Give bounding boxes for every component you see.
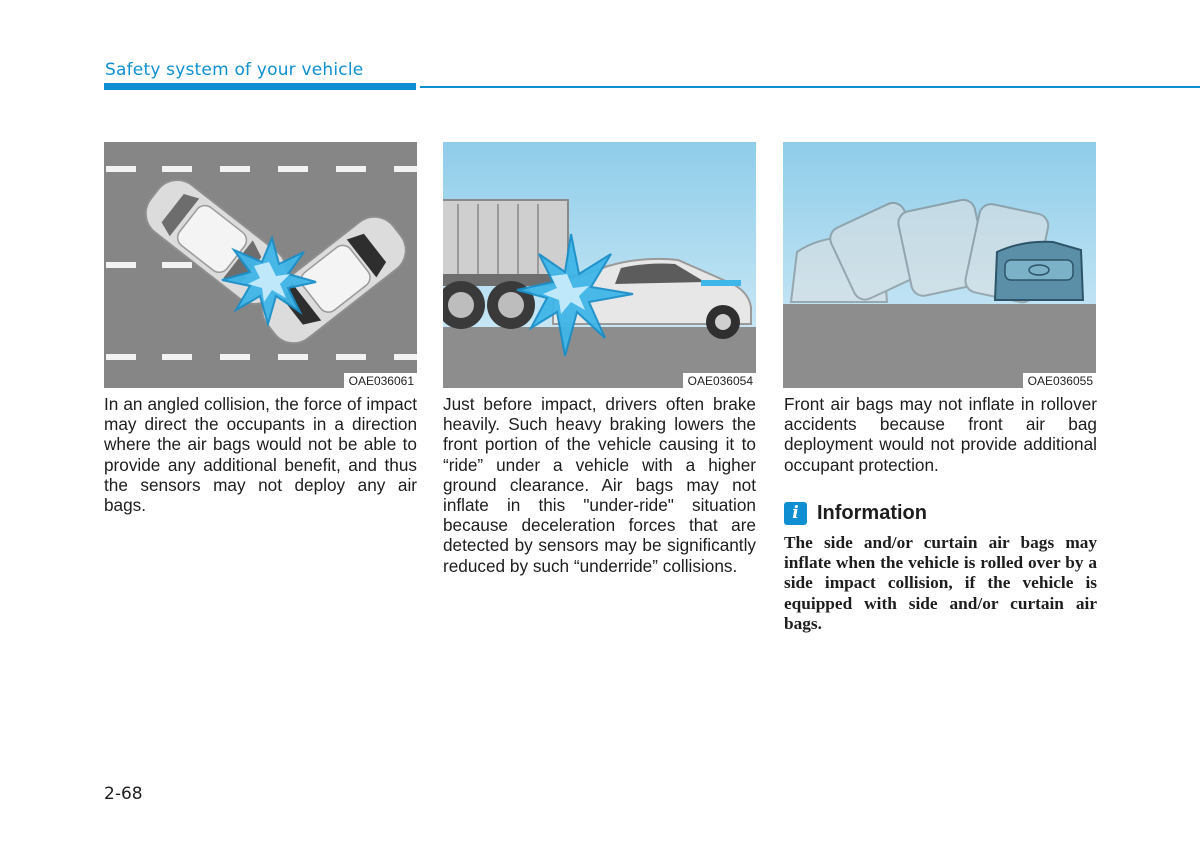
underride-collision-illustration xyxy=(443,142,756,388)
page-number: 2-68 xyxy=(104,784,143,804)
figure-underride-collision xyxy=(443,142,756,388)
figure-rollover xyxy=(783,142,1096,388)
angled-collision-illustration xyxy=(104,142,417,388)
info-icon: i xyxy=(784,502,807,525)
information-label: Information xyxy=(817,501,927,524)
figure-angled-collision xyxy=(104,142,417,388)
paragraph-rollover: Front air bags may not inflate in rollover accidents because front air bag deployment would not provide additional occupant protection. xyxy=(784,394,1097,475)
paragraph-angled-collision: In an angled collision, the force of impact may direct the occupants in a direction where the air bags would not be able to provide any additional benefit, and thus the sensors may not deploy any air bags. xyxy=(104,394,417,516)
figure-code: OAE036054 xyxy=(683,373,756,388)
figure-code: OAE036061 xyxy=(344,373,417,388)
header-rule-thick xyxy=(104,83,416,90)
paragraph-underride: Just before impact, drivers often brake heavily. Such heavy braking lowers the front portion of the vehicle causing it to “ride” under a vehicle with a higher ground clearance. Air bags may not inflate in this "under-ride" situation because deceleration forces that are detected by sensors may be significantly reduced by such “underride” collisions. xyxy=(443,394,756,576)
information-text: The side and/or curtain air bags may inflate when the vehicle is rolled over by a side impact collision, if the vehicle is equipped with side and/or curtain air bags. xyxy=(784,533,1097,633)
section-title: Safety system of your vehicle xyxy=(105,60,364,80)
header-rule-thin xyxy=(420,86,1200,88)
figure-code: OAE036055 xyxy=(1023,373,1096,388)
information-heading xyxy=(784,500,927,526)
rollover-illustration xyxy=(783,142,1096,388)
